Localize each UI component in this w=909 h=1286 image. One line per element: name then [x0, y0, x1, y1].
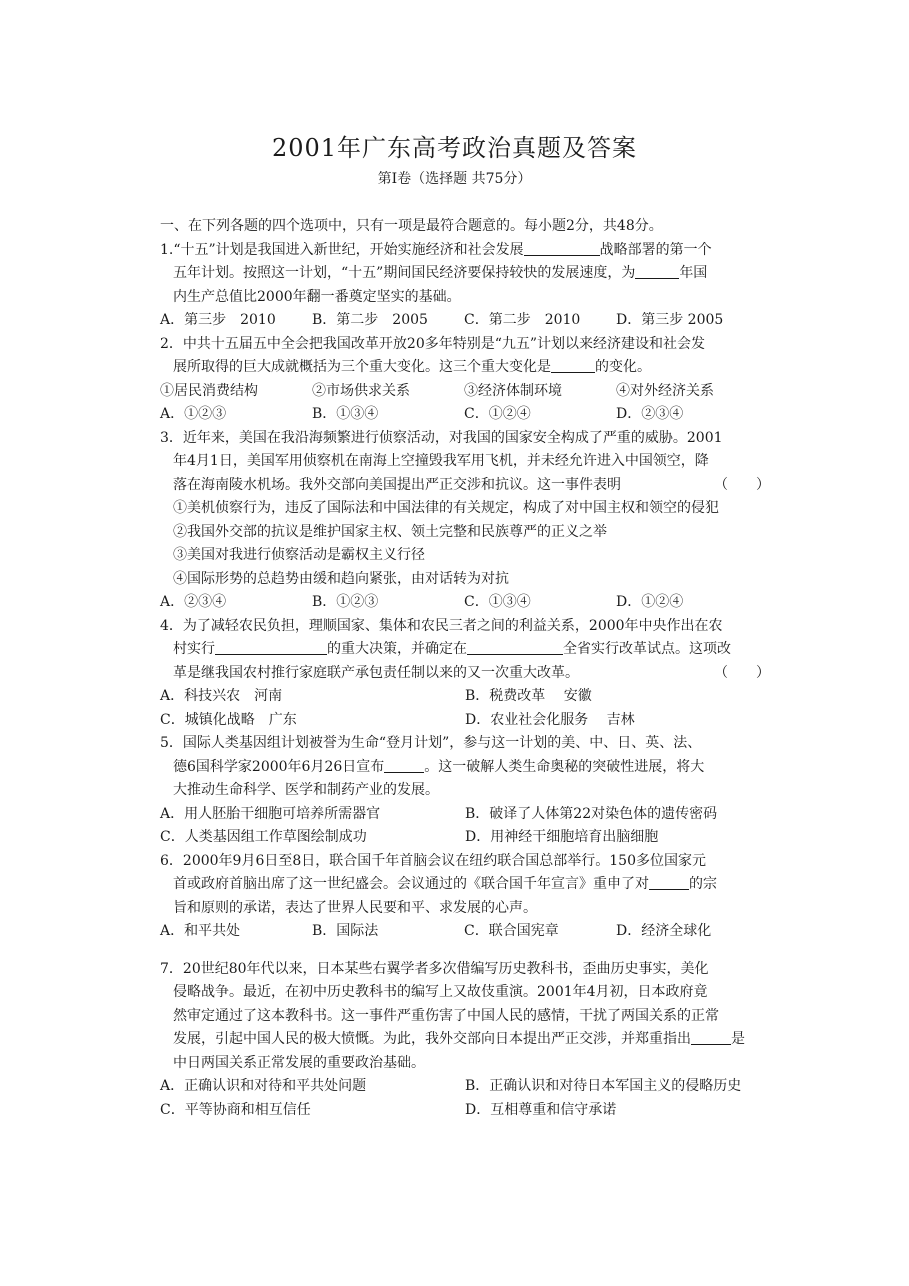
answer-blank — [635, 263, 679, 279]
section-intro: 一、在下列各题的四个选项中，只有一项是最符合题意的。每小题2分，共48分。 — [160, 218, 663, 234]
q5-options-row2 — [160, 826, 770, 850]
q1-line2b: 年国 — [679, 265, 708, 281]
q3-statement-1: ①美机侦察行为，违反了国际法和中国法律的有关规定，构成了对中国主权和领空的侵犯 — [173, 500, 719, 516]
q6-line3: 旨和原则的承诺，表达了世界人民要和平、求发展的心声。 — [173, 899, 537, 916]
option-c[interactable]: C．联合国宪章 — [464, 923, 559, 939]
question-4 — [160, 615, 770, 733]
option-d[interactable]: D．①②④ — [616, 594, 684, 610]
answer-blank — [551, 357, 595, 373]
option-b[interactable]: B．①②③ — [312, 594, 379, 610]
q6-line1: 6．2000年9月6日至8日，联合国千年首脑会议在纽约联合国总部举行。150多位国家元 — [160, 852, 706, 869]
q7-options-row1 — [160, 1075, 770, 1099]
q4-line3a: 革是继我国农村推行家庭联产承包责任制以来的又一次重大改革。 — [173, 664, 579, 681]
option-c[interactable]: C．人类基因组工作草图绘制成功 — [160, 829, 367, 845]
answer-blank — [524, 240, 600, 256]
option-a[interactable]: A．第三步 2010 — [160, 312, 276, 328]
q7-line1: 7．20世纪80年代以来，日本某些右翼学者多次借编写历史教科书，歪曲历史事实，美化 — [160, 960, 709, 977]
q5-options-row1 — [160, 803, 770, 827]
option-b[interactable]: B．破译了人体第22对染色体的遗传密码 — [465, 805, 718, 822]
question-6 — [160, 850, 770, 944]
q2-line1: 2．中共十五届五中全会把我国改革开放20多年特别是“九五”计划以来经济建设和社会发 — [160, 335, 706, 352]
option-b[interactable]: B．第二步 2005 — [312, 312, 428, 328]
page-title: 2001年广东高考政治真题及答案 — [271, 134, 638, 162]
statement-4: ④对外经济关系 — [616, 382, 714, 399]
q5-line2b: 。这一破解人类生命奥秘的突破性进展，将大 — [424, 758, 705, 775]
option-a[interactable]: A．用人胚胎干细胞可培养所需器官 — [160, 805, 381, 822]
option-b[interactable]: B．正确认识和对待日本军国主义的侵略历史 — [465, 1078, 742, 1094]
q7-options-row2 — [160, 1099, 770, 1123]
option-b[interactable]: B．①③④ — [312, 406, 379, 422]
answer-bracket: （ ） — [714, 664, 770, 681]
answer-blank — [215, 639, 327, 655]
option-a[interactable]: A．科技兴农 河南 — [160, 688, 283, 704]
q1-line1a: 1.“十五”计划是我国进入新世纪，开始实施经济和社会发展 — [160, 241, 524, 258]
spacer — [160, 944, 770, 958]
q3-statement-2: ②我国外交部的抗议是维护国家主权、领土完整和民族尊严的正义之举 — [173, 523, 607, 540]
answer-blank — [384, 757, 424, 773]
q3-line3a: 落在海南陵水机场。我外交部向美国提出严正交涉和抗议。这一事件表明 — [173, 476, 621, 493]
option-d[interactable]: D．②③④ — [616, 406, 684, 422]
q2-items — [160, 380, 770, 404]
answer-blank — [691, 1029, 731, 1045]
question-3 — [160, 427, 770, 615]
q3-line2: 年4月1日，美国军用侦察机在南海上空撞毁我军用飞机，并未经允许进入中国领空，降 — [173, 453, 709, 469]
q1-line2a: 五年计划。按照这一计划，“十五”期间国民经济要保持较快的发展速度，为 — [173, 265, 636, 281]
option-b[interactable]: B．税费改革 安徽 — [465, 688, 592, 704]
q5-line1: 5．国际人类基因组计划被誉为生命“登月计划”，参与这一计划的美、中、日、英、法、 — [160, 735, 702, 751]
q4-options-row2 — [160, 709, 770, 733]
q4-line2c: 全省实行改革试点。这项改 — [563, 641, 731, 657]
question-5 — [160, 732, 770, 850]
q3-statement-3: ③美国对我进行侦察活动是霸权主义行径 — [173, 547, 425, 563]
statement-2: ②市场供求关系 — [312, 382, 410, 399]
option-d[interactable]: D．用神经干细胞培育出脑细胞 — [465, 829, 659, 845]
option-d[interactable]: D．第三步 2005 — [616, 312, 724, 328]
question-2 — [160, 333, 770, 427]
option-a[interactable]: A．①②③ — [160, 406, 227, 422]
option-a[interactable]: A．和平共处 — [160, 923, 241, 939]
option-c[interactable]: C．平等协商和相互信任 — [160, 1101, 311, 1118]
option-a[interactable]: A．正确认识和对待和平共处问题 — [160, 1078, 367, 1094]
q5-line3: 大推动生命科学、医学和制药产业的发展。 — [173, 782, 439, 798]
q2-line2b: 的变化。 — [595, 359, 651, 375]
question-7 — [160, 958, 770, 1123]
answer-blank — [649, 874, 689, 890]
option-c[interactable]: C．①③④ — [464, 594, 531, 610]
option-c[interactable]: C．第二步 2010 — [464, 312, 581, 328]
q3-options — [160, 591, 770, 615]
q7-line3: 然审定通过了这本教科书。这一事件严重伤害了中国人民的感情，干扰了两国关系的正常 — [173, 1007, 719, 1024]
q3-statement-4: ④国际形势的总趋势由缓和趋向紧张，由对话转为对抗 — [173, 570, 509, 587]
question-1 — [160, 239, 770, 333]
statement-3: ③经济体制环境 — [464, 382, 562, 399]
page-subtitle: 第Ⅰ卷（选择题 共75分） — [377, 171, 532, 187]
q6-options — [160, 920, 770, 944]
q4-line2b: 的重大决策，并确定在 — [327, 641, 467, 657]
q7-line4b: 是 — [731, 1031, 745, 1047]
option-c[interactable]: C．城镇化战略 广东 — [160, 711, 297, 728]
q4-options-row1 — [160, 685, 770, 709]
option-d[interactable]: D．农业社会化服务 吉林 — [465, 711, 635, 728]
q1-options — [160, 309, 770, 333]
q7-line4a: 发展，引起中国人民的极大愤慨。为此，我外交部向日本提出严正交涉，并郑重指出 — [173, 1031, 691, 1047]
q3-line1: 3．近年来，美国在我沿海频繁进行侦察活动，对我国的国家安全构成了严重的威胁。2001 — [160, 429, 723, 446]
answer-blank — [467, 639, 563, 655]
q1-line1b: 战略部署的第一个 — [599, 241, 712, 258]
document-body — [160, 215, 770, 1122]
q1-line3: 内生产总值比2000年翻一番奠定坚实的基础。 — [173, 288, 461, 305]
q7-line5: 中日两国关系正常发展的重要政治基础。 — [173, 1054, 425, 1071]
answer-bracket: （ ） — [714, 476, 770, 493]
option-d[interactable]: D．经济全球化 — [616, 923, 712, 939]
q4-line1: 4．为了减轻农民负担，理顺国家、集体和农民三者之间的利益关系，2000年中央作出在农 — [160, 617, 723, 634]
option-c[interactable]: C．①②④ — [464, 406, 531, 422]
q6-line2b: 的宗 — [689, 876, 717, 892]
q5-line2a: 德6国科学家2000年6月26日宣布 — [173, 758, 385, 775]
option-b[interactable]: B．国际法 — [312, 923, 379, 939]
q6-line2a: 首或政府首脑出席了这一世纪盛会。会议通过的《联合国千年宣言》重申了对 — [173, 876, 649, 892]
option-d[interactable]: D．互相尊重和信守承诺 — [465, 1101, 617, 1118]
q2-line2a: 展所取得的巨大成就概括为三个重大变化。这三个重大变化是 — [173, 359, 551, 375]
option-a[interactable]: A．②③④ — [160, 594, 227, 610]
q7-line2: 侵略战争。最近，在初中历史教科书的编写上又故伎重演。2001年4月初，日本政府竟 — [173, 984, 708, 1000]
q2-options — [160, 403, 770, 427]
statement-1: ①居民消费结构 — [160, 382, 258, 399]
q4-line2a: 村实行 — [173, 641, 215, 657]
